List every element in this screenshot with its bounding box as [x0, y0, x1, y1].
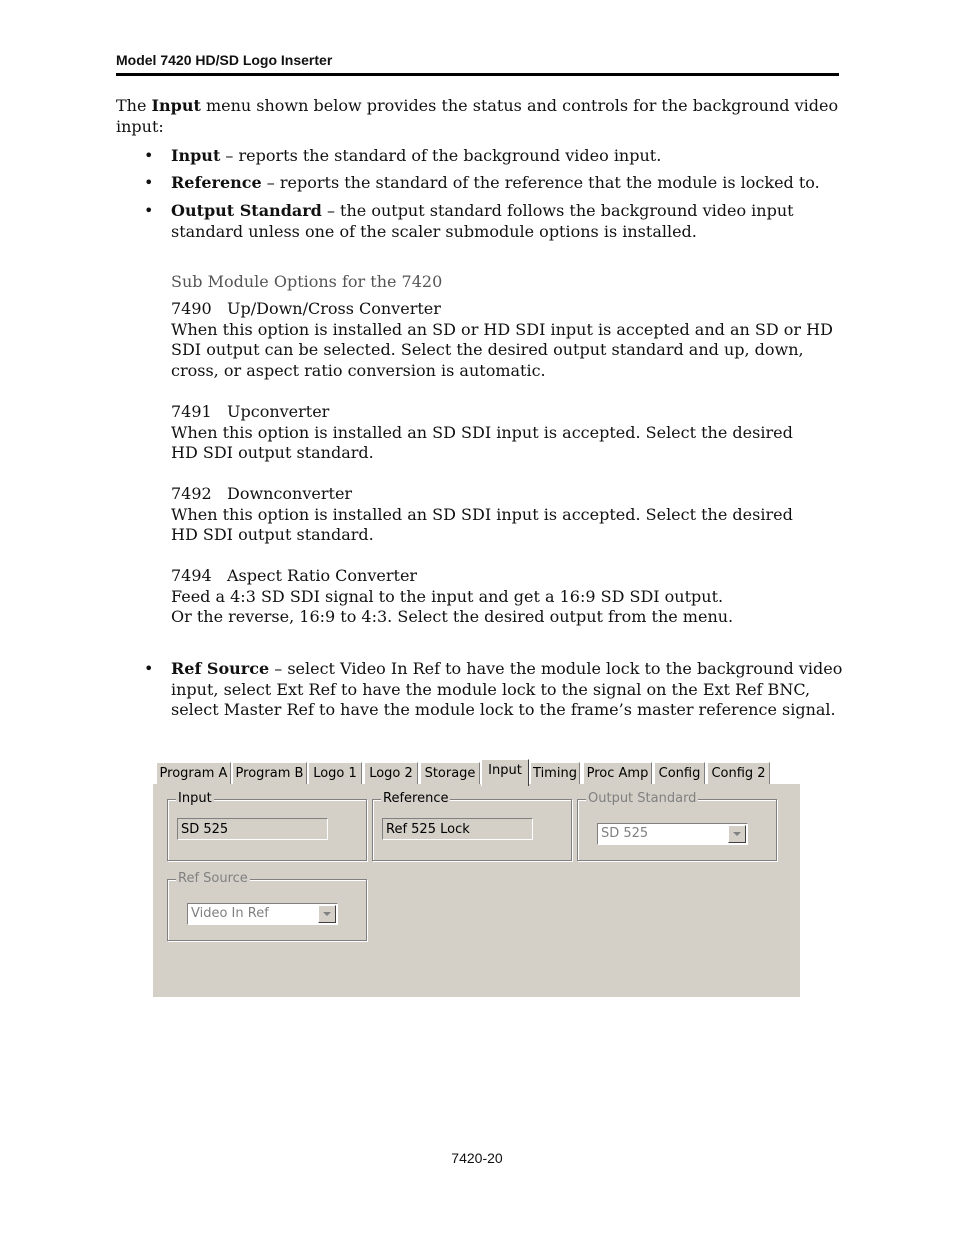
output-standard-value: SD 525 — [601, 826, 649, 841]
submodule-code: 7494 — [171, 566, 212, 585]
reference-status-field: Ref 525 Lock — [382, 818, 533, 840]
input-standard-field: SD 525 — [177, 818, 328, 840]
bullet-output-bold: Output Standard — [171, 201, 322, 220]
submodule-name: Up/Down/Cross Converter — [227, 299, 441, 318]
tab-config-2[interactable]: Config 2 — [707, 762, 770, 784]
bullet-ref-line3: select Master Ref to have the module lock to the frame’s master reference signal. — [171, 700, 836, 719]
intro-pre: The — [116, 96, 152, 115]
bullet-output-line2: standard unless one of the scaler submodule options is installed. — [171, 221, 697, 241]
submodule-7494 — [171, 566, 841, 628]
ref-source-group — [167, 871, 367, 941]
ref-source-dropdown-button[interactable] — [318, 905, 336, 923]
intro-line2: input: — [116, 116, 164, 136]
tab-timing[interactable]: Timing — [530, 762, 580, 784]
submodule-7492 — [171, 484, 841, 546]
submodule-code: 7490 — [171, 299, 212, 318]
tab-proc-amp[interactable]: Proc Amp — [583, 762, 652, 784]
submodule-name: Downconverter — [227, 484, 353, 503]
tab-storage[interactable]: Storage — [420, 762, 480, 784]
input-group — [167, 791, 367, 861]
bullet-input — [171, 146, 851, 167]
chevron-down-icon — [733, 832, 741, 837]
submodule-desc: When this option is installed an SD SDI input is accepted. Select the desired — [171, 422, 793, 442]
submodule-desc: Feed a 4:3 SD SDI signal to the input and get a 16:9 SD SDI output. — [171, 586, 724, 606]
bullet-reference — [171, 173, 851, 194]
tab-input[interactable]: Input — [481, 759, 529, 786]
chevron-down-icon — [323, 912, 331, 917]
reference-group — [372, 791, 572, 861]
tab-program-a[interactable]: Program A — [156, 762, 231, 784]
submodule-desc: When this option is installed an SD SDI input is accepted. Select the desired — [171, 504, 793, 524]
submodule-7490 — [171, 299, 841, 381]
bullet-ref-source — [171, 659, 851, 721]
tab-config[interactable]: Config — [654, 762, 705, 784]
page-number: 7420-20 — [451, 1150, 503, 1166]
submodule-desc: SDI output can be selected. Select the desired output standard and up, down, — [171, 340, 804, 359]
header-rule — [116, 73, 839, 76]
submodule-desc: cross, or aspect ratio conversion is automatic. — [171, 360, 546, 380]
bullet-input-text: – reports the standard of the background video input. — [220, 146, 662, 165]
output-standard-group — [577, 791, 777, 861]
submodule-name: Aspect Ratio Converter — [227, 566, 418, 585]
tab-logo-2[interactable]: Logo 2 — [364, 762, 418, 784]
ref-source-value: Video In Ref — [191, 906, 269, 921]
submodule-code: 7491 — [171, 402, 212, 421]
bullet-marker: • — [144, 146, 154, 165]
submodule-desc: HD SDI output standard. — [171, 443, 374, 462]
ref-source-select[interactable] — [187, 903, 338, 925]
bullet-output-text: – the output standard follows the background video input — [321, 201, 794, 220]
bullet-ref-line2: input, select Ext Ref to have the module lock to the signal on the Ext Ref BNC, — [171, 679, 811, 699]
intro-bold: Input — [151, 96, 201, 115]
bullet-output-standard — [171, 201, 851, 242]
submodule-name: Upconverter — [227, 402, 330, 421]
ref-source-label: Ref Source — [178, 871, 248, 886]
bullet-ref-bold: Ref Source — [171, 659, 270, 678]
output-standard-label: Output Standard — [588, 791, 697, 806]
bullet-marker: • — [144, 201, 154, 220]
submodule-heading: Sub Module Options for the 7420 — [171, 272, 443, 291]
bullet-input-bold: Input — [171, 146, 221, 165]
input-menu-dialog — [153, 759, 800, 997]
submodule-code: 7492 — [171, 484, 212, 503]
tab-program-b[interactable]: Program B — [232, 762, 307, 784]
intro-paragraph — [116, 96, 846, 137]
document-header: Model 7420 HD/SD Logo Inserter — [116, 52, 333, 68]
submodule-desc: Or the reverse, 16:9 to 4:3. Select the desired output from the menu. — [171, 607, 734, 626]
bullet-marker: • — [144, 659, 154, 678]
submodule-desc: When this option is installed an SD or HD SDI input is accepted and an SD or HD — [171, 319, 833, 339]
reference-group-label: Reference — [383, 791, 449, 806]
input-group-label: Input — [178, 791, 212, 806]
submodule-7491 — [171, 402, 841, 464]
bullet-reference-bold: Reference — [171, 173, 262, 192]
bullet-marker: • — [144, 173, 154, 192]
tab-logo-1[interactable]: Logo 1 — [308, 762, 362, 784]
output-standard-select[interactable] — [597, 823, 748, 845]
intro-line1: menu shown below provides the status and controls for the background video — [200, 96, 839, 115]
bullet-ref-line1: – select Video In Ref to have the module lock to the background video — [269, 659, 843, 678]
output-standard-dropdown-button[interactable] — [728, 825, 746, 843]
bullet-reference-text: – reports the standard of the reference that the module is locked to. — [261, 173, 820, 192]
submodule-desc: HD SDI output standard. — [171, 525, 374, 544]
